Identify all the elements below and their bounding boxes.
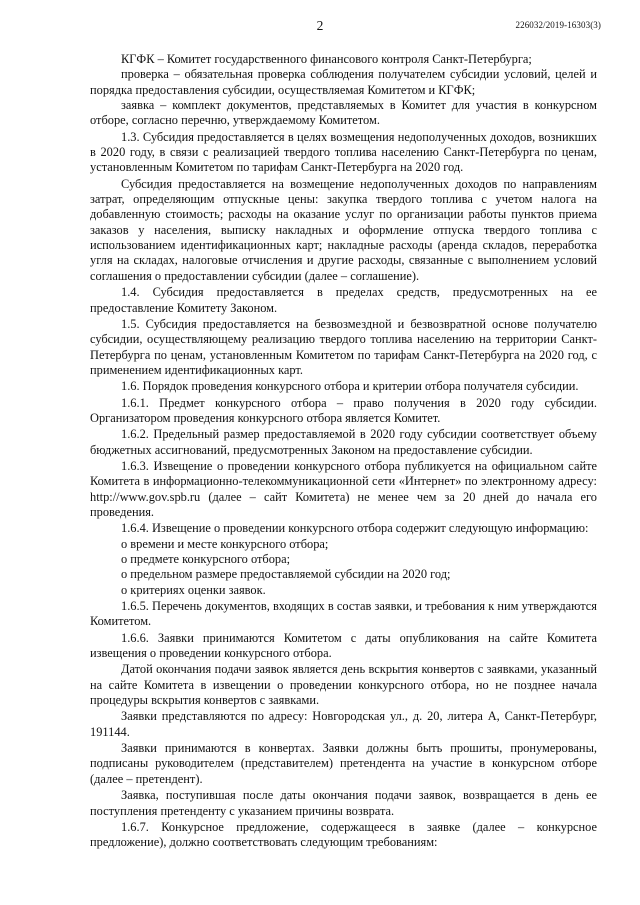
list-item-subject: о предмете конкурсного отбора; (121, 552, 291, 566)
paragraph-definition-kgfk: КГФК – Комитет государственного финансового контроля Санкт-Петербурга; (121, 52, 532, 66)
list-item-time-place: о времени и месте конкурсного отбора; (121, 536, 329, 551)
document-body (90, 52, 597, 851)
paragraph-1-5: 1.5. Субсидия предоставляется на безвозмездной и безвозвратной основе получателю субсидии, осуществляющему реализацию твердого топлива населению на территории Санкт-Петербурга по ценам, установленным Комитетом по тарифам Санкт-Петербурга на 2020 год, с применением идентификационных карт. (90, 316, 597, 377)
list-item-max-amount: о предельном размере предоставляемой субсидии на 2020 год; (121, 567, 451, 582)
paragraph-1-6-2: 1.6.2. Предельный размер предоставляемой в 2020 году субсидии соответствует объему бюджетных ассигнований, предусмотренных Законом на предоставление субсидии. (90, 427, 597, 457)
page-number: 2 (316, 18, 324, 33)
paragraph-1-6-4: 1.6.4. Извещение о проведении конкурсного отбора содержит следующую информацию: (121, 521, 589, 536)
paragraph-definition-inspection: проверка – обязательная проверка соблюдения получателем субсидии условий, целей и порядка предоставления субсидии, осуществляемая Комитетом и КГФК; (90, 67, 597, 97)
paragraph-1-6-5: 1.6.5. Перечень документов, входящих в состав заявки, и требования к ним утверждаются Комитетом. (90, 599, 597, 629)
paragraph-subsidy-directions: Субсидия предоставляется на возмещение недополученных доходов по направлениям затрат, определяющим отпускные цены: закупка твердого топлива с учетом налога на добавленную стоимость; расходы на оказание услуг по организации работы пунктов приема заказов у населения, выписку накладных и оформление отпуска твердого топлива с использованием идентификационных карт; накладные расходы (аренда складов, переработка угля на складах, налоговые отчисления и другие расходы, связанные с выполнением условий соглашения о предоставлении субсидии (далее – соглашение). (90, 176, 597, 283)
paragraph-1-6: 1.6. Порядок проведения конкурсного отбора и критерии отбора получателя субсидии. (121, 379, 579, 394)
paragraph-definition-application: заявка – комплект документов, представляемых в Комитет для участия в конкурсном отборе, согласно перечню, утверждаемому Комитетом. (90, 98, 597, 128)
paragraph-deadline: Датой окончания подачи заявок является день вскрытия конвертов с заявками, указанный на сайте Комитета в извещении о проведении конкурсного отбора, но не позднее начала процедуры вскрытия конвертов с заявками. (90, 662, 597, 708)
paragraph-address: Заявки представляются по адресу: Новгородская ул., д. 20, литера А, Санкт-Петербург, 191144. (90, 709, 597, 739)
list-item-criteria: о критериях оценки заявок. (121, 582, 266, 597)
paragraph-1-6-6: 1.6.6. Заявки принимаются Комитетом с даты опубликования на сайте Комитета извещения о проведении конкурсного отбора. (90, 630, 597, 661)
paragraph-1-6-3: 1.6.3. Извещение о проведении конкурсного отбора публикуется на официальном сайте Комитета в информационно-телекоммуникационной сети «Интернет» по электронному адресу: http://www.gov.spb.ru (далее – сайт Комитета) не менее чем за 20 дней до начала его проведения. (90, 458, 597, 519)
paragraph-envelopes: Заявки принимаются в конвертах. Заявки должны быть прошиты, пронумерованы, подписаны руководителем (представителем) претендента на участие в конкурсном отборе (далее – претендент). (90, 741, 597, 786)
document-id: 226032/2019-16303(3) (515, 20, 601, 30)
paragraph-1-6-7: 1.6.7. Конкурсное предложение, содержащееся в заявке (далее – конкурсное предложение), должно соответствовать следующим требованиям: (90, 819, 597, 850)
paragraph-1-4: 1.4. Субсидия предоставляется в пределах средств, предусмотренных на ее предоставление Комитету Законом. (90, 285, 597, 315)
paragraph-late-application: Заявка, поступившая после даты окончания подачи заявок, возвращается в день ее поступления претенденту с указанием причины возврата. (90, 788, 597, 818)
paragraph-1-3: 1.3. Субсидия предоставляется в целях возмещения недополученных доходов, возникших в 2020 году, в связи с реализацией твердого топлива населению Санкт-Петербурга по ценам, установленным Комитетом по тарифам Санкт-Петербурга на 2020 год. (90, 129, 597, 175)
paragraph-1-6-1: 1.6.1. Предмет конкурсного отбора – право получения в 2020 году субсидии. Организатором проведения конкурсного отбора является Комитет. (90, 395, 597, 425)
